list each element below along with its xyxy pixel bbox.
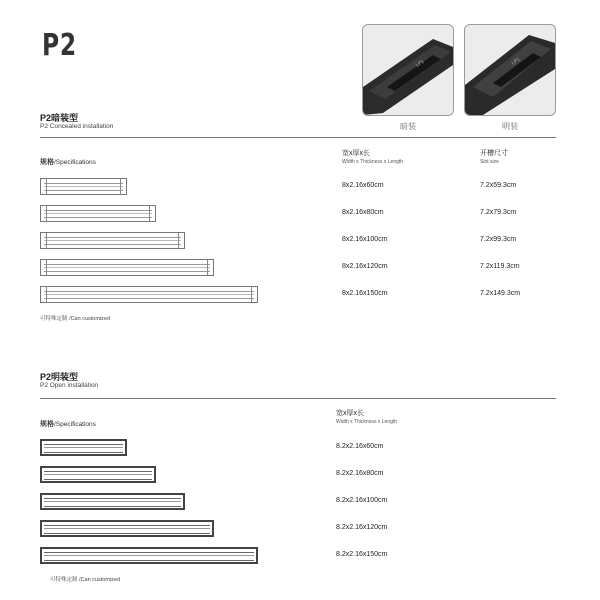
open-section-title: P2明装型 — [40, 372, 79, 382]
open-size-header: 宽x厚x长 Width x Thickness x Length — [336, 410, 398, 425]
concealed-size-header: 宽x厚x长 Width x Thickness x Length — [342, 150, 404, 165]
open-profile-drawing — [40, 520, 214, 537]
svg-text:LP1: LP1 — [510, 56, 522, 67]
concealed-slot-value: 7.2x79.3cm — [480, 209, 517, 216]
open-divider — [40, 398, 556, 399]
concealed-profile-drawing — [40, 286, 258, 303]
open-custom-note: 可特殊定制 /Can customized — [50, 577, 121, 583]
open-size-value: 8.2x2.16x80cm — [336, 470, 384, 477]
concealed-size-value: 8x2.16x120cm — [342, 263, 388, 270]
concealed-size-value: 8x2.16x150cm — [342, 290, 388, 297]
concealed-size-value: 8x2.16x80cm — [342, 209, 384, 216]
open-section-subtitle: P2 Open installation — [40, 382, 99, 389]
concealed-slot-value: 7.2x59.3cm — [480, 182, 517, 189]
concealed-section-title: P2暗装型 — [40, 113, 79, 123]
concealed-divider — [40, 137, 556, 138]
open-profile-drawing — [40, 466, 156, 483]
concealed-slot-value: 7.2x119.3cm — [480, 263, 520, 270]
open-size-value: 8.2x2.16x60cm — [336, 443, 384, 450]
concealed-profile-photo — [362, 24, 454, 116]
concealed-size-value: 8x2.16x100cm — [342, 236, 388, 243]
concealed-profile-drawing — [40, 232, 185, 249]
open-size-value: 8.2x2.16x100cm — [336, 497, 388, 504]
concealed-custom-note: 可特殊定制 /Can customized — [40, 316, 111, 322]
open-profile-drawing — [40, 439, 127, 456]
open-profile-drawing — [40, 493, 185, 510]
open-photo-caption: 明装 — [502, 122, 518, 131]
concealed-slot-header: 开槽尺寸 Slot size — [480, 150, 508, 165]
concealed-profile-drawing — [40, 259, 214, 276]
model-title: P2 — [42, 28, 78, 63]
open-profile-drawing — [40, 547, 258, 564]
concealed-photo-caption: 暗装 — [400, 122, 416, 131]
open-size-value: 8.2x2.16x150cm — [336, 551, 388, 558]
open-spec-label: 规格/Specifications — [40, 421, 96, 428]
concealed-profile-drawing — [40, 178, 127, 195]
concealed-size-value: 8x2.16x60cm — [342, 182, 384, 189]
concealed-slot-value: 7.2x149.3cm — [480, 290, 521, 297]
svg-text:LP1: LP1 — [414, 58, 426, 69]
concealed-spec-label: 规格/Specifications — [40, 159, 96, 166]
concealed-profile-drawing — [40, 205, 156, 222]
open-size-value: 8.2x2.16x120cm — [336, 524, 388, 531]
concealed-slot-value: 7.2x99.3cm — [480, 236, 517, 243]
concealed-section-subtitle: P2 Concealed installation — [40, 123, 114, 130]
open-profile-photo — [464, 24, 556, 116]
